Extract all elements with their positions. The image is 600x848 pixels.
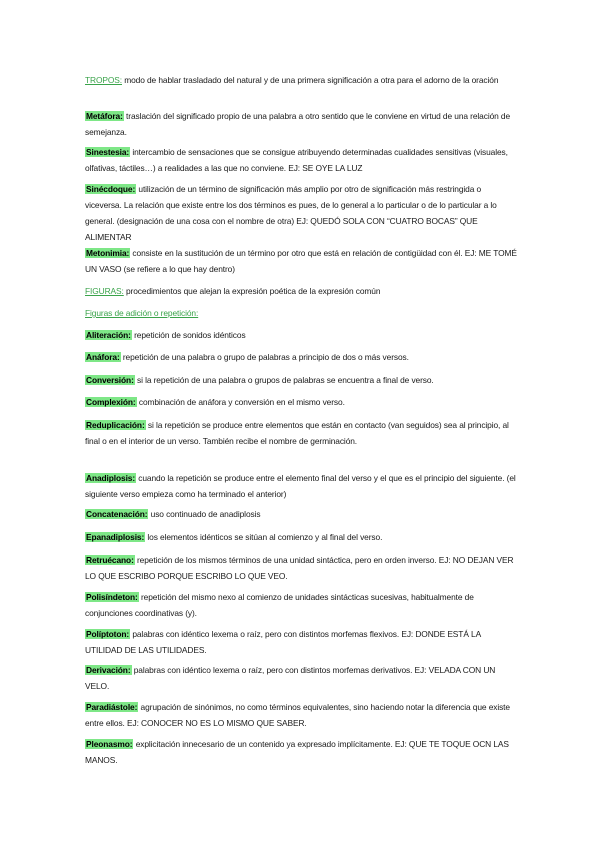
definition-text: los elementos idénticos se sitúan al comienzo y al final del verso. bbox=[145, 532, 383, 542]
definition-text: utilización de un término de significación más amplio por otro de significación más restringida o viceversa. La relación que existe entre los dos términos es pues, de lo general a lo particular o de lo particular a lo general. (designación de una cosa con el nombre de otra) EJ: QUEDÓ SOLA CON “CUATRO BOCAS” QUE ALIMENTAR bbox=[85, 184, 497, 242]
definition-text: repetición del mismo nexo al comienzo de unidades sintácticas sucesivas, habitualmente de conjunciones coordinativas (y). bbox=[85, 592, 474, 618]
term-label: Retruécano: bbox=[86, 555, 134, 565]
term-label: Polisíndeton: bbox=[86, 592, 138, 602]
term-label: Anadiplosis: bbox=[86, 473, 136, 483]
term-label: Metáfora: bbox=[86, 111, 123, 121]
definition-epanadiplosis bbox=[85, 529, 517, 545]
definition-text: modo de hablar trasladado del natural y de una primera significación a otra para el adorno de la oración bbox=[122, 75, 499, 85]
definition-tropos bbox=[85, 72, 517, 88]
term-label: Epanadiplosis: bbox=[86, 532, 145, 542]
term-label: Políptoton: bbox=[86, 629, 130, 639]
term-label: Complexión: bbox=[86, 397, 136, 407]
definition-sinestesia bbox=[85, 144, 517, 176]
definition-text: traslación del significado propio de una palabra a otro sentido que le conviene en virtud de una relación de semejanza. bbox=[85, 111, 511, 137]
definition-concatenacion bbox=[85, 506, 517, 522]
section-heading bbox=[85, 305, 517, 321]
definition-poliptoton bbox=[85, 626, 517, 658]
definition-paradiastole bbox=[85, 699, 517, 731]
definition-text: procedimientos que alejan la expresión poética de la expresión común bbox=[123, 286, 381, 296]
definition-text: si la repetición de una palabra o grupos de palabras se encuentra a final de verso. bbox=[134, 375, 434, 385]
term-label: TROPOS: bbox=[85, 75, 122, 85]
definition-text: repetición de una palabra o grupo de palabras a principio de dos o más versos. bbox=[120, 352, 409, 362]
term-label: Derivación: bbox=[86, 665, 131, 675]
definition-anafora bbox=[85, 349, 517, 365]
heading-text: Figuras de adición o repetición: bbox=[85, 308, 199, 318]
definition-text: explicitación innecesario de un contenido ya expresado implícitamente. EJ: QUE TE TOQUE OCN LAS MANOS. bbox=[85, 739, 509, 765]
term-label: Sinestesia: bbox=[86, 147, 130, 157]
definition-reduplicacion bbox=[85, 417, 517, 449]
definition-figuras bbox=[85, 283, 517, 299]
definition-text: intercambio de sensaciones que se consigue atribuyendo determinadas cualidades sensitivas (visuales, olfativas, táctiles…) a realidades a las que no conviene. EJ: SE OYE LA LUZ bbox=[85, 147, 508, 173]
definition-metonimia bbox=[85, 245, 517, 277]
definition-text: combinación de anáfora y conversión en el mismo verso. bbox=[136, 397, 345, 407]
definition-text: consiste en la sustitución de un término por otro que está en relación de contigüidad con él. EJ: ME TOMÉ UN VASO (se refiere a lo que hay dentro) bbox=[85, 248, 517, 274]
term-label: Concatenación: bbox=[86, 509, 148, 519]
definition-text: repetición de sonidos idénticos bbox=[131, 330, 246, 340]
definition-text: si la repetición se produce entre elementos que están en contacto (van seguidos) sea al principio, al final o en el interior de un verso. También recibe el nombre de germinación. bbox=[85, 420, 509, 446]
definition-polisindeton bbox=[85, 589, 517, 621]
definition-complexion bbox=[85, 394, 517, 410]
term-label: Sinécdoque: bbox=[86, 184, 136, 194]
term-label: Pleonasmo: bbox=[86, 739, 133, 749]
definition-retruecano bbox=[85, 552, 517, 584]
definition-aliteracion bbox=[85, 327, 517, 343]
definition-text: cuando la repetición se produce entre el elemento final del verso y el que es el principio del siguiente. (el siguiente verso empieza como ha terminado el anterior) bbox=[85, 473, 516, 499]
definition-derivacion bbox=[85, 662, 517, 694]
term-label: FIGURAS: bbox=[85, 286, 124, 296]
term-label: Anáfora: bbox=[86, 352, 120, 362]
definition-anadiplosis bbox=[85, 470, 517, 502]
definition-text: palabras con idéntico lexema o raíz, pero con distintos morfemas derivativos. EJ: VELADA CON UN VELO. bbox=[85, 665, 496, 691]
definition-metafora bbox=[85, 108, 517, 140]
term-label: Metonimia: bbox=[86, 248, 130, 258]
definition-text: agrupación de sinónimos, no como términos equivalentes, sino haciendo notar la diferencia que existe entre ellos. EJ: CONOCER NO ES LO MISMO QUE SABER. bbox=[85, 702, 510, 728]
definition-conversion bbox=[85, 372, 517, 388]
definition-text: palabras con idéntico lexema o raíz, pero con distintos morfemas flexivos. EJ: DONDE ESTÁ LA UTILIDAD DE LAS UTILIDADES. bbox=[85, 629, 481, 655]
term-label: Reduplicación: bbox=[86, 420, 145, 430]
definition-text: repetición de los mismos términos de una unidad sintáctica, pero en orden inverso. EJ: NO DEJAN VER LO QUE ESCRIBO PORQUE ESCRIBO LO QUE VEO. bbox=[85, 555, 514, 581]
term-label: Aliteración: bbox=[86, 330, 131, 340]
term-label: Paradiástole: bbox=[86, 702, 138, 712]
definition-pleonasmo bbox=[85, 736, 517, 768]
definition-sinecdoque bbox=[85, 181, 517, 245]
term-label: Conversión: bbox=[86, 375, 134, 385]
definition-text: uso continuado de anadiplosis bbox=[148, 509, 261, 519]
